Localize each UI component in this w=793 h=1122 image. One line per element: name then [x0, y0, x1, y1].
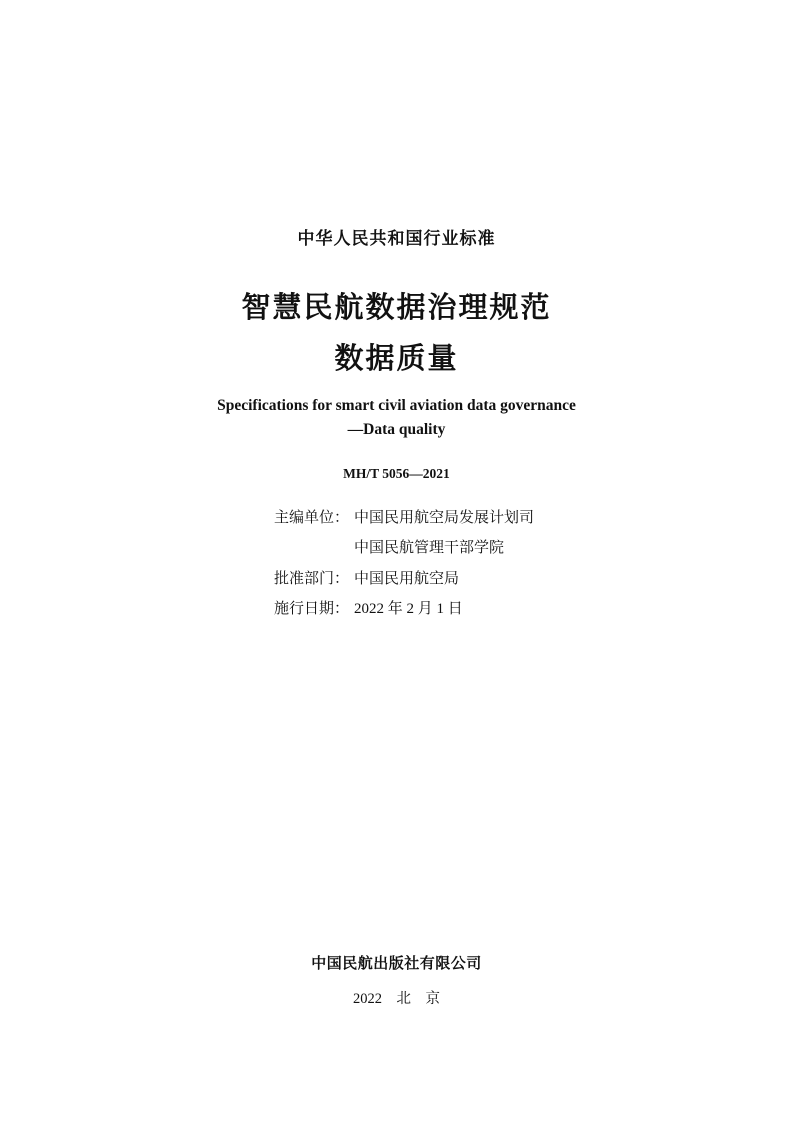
- english-title-line1: Specifications for smart civil aviation data governance: [217, 397, 576, 414]
- editor-org1: 中国民用航空局发展计划司: [354, 510, 535, 526]
- standard-type: 中华人民共和国行业标准: [297, 229, 496, 249]
- editor-label: 主编单位：: [274, 510, 350, 526]
- effective-date-row: [274, 599, 463, 619]
- title-main: 智慧民航数据治理规范: [241, 290, 552, 324]
- approver-row: [274, 569, 459, 589]
- effective-date-value: 2022 年 2 月 1 日: [354, 601, 463, 617]
- editor-org2: 中国民航管理干部学院: [354, 540, 505, 556]
- approver-label: 批准部门：: [274, 571, 350, 587]
- standard-code: MH/T 5056—2021: [343, 466, 450, 481]
- publish-place: 2022 北 京: [353, 991, 440, 1007]
- publisher: 中国民航出版社有限公司: [311, 954, 482, 972]
- approver-value: 中国民用航空局: [354, 571, 460, 587]
- english-title-line2: —Data quality: [347, 421, 446, 438]
- editor-row-2: [274, 538, 504, 558]
- editor-row: [274, 508, 534, 528]
- effective-date-label: 施行日期：: [274, 601, 350, 617]
- title-sub: 数据质量: [334, 341, 459, 375]
